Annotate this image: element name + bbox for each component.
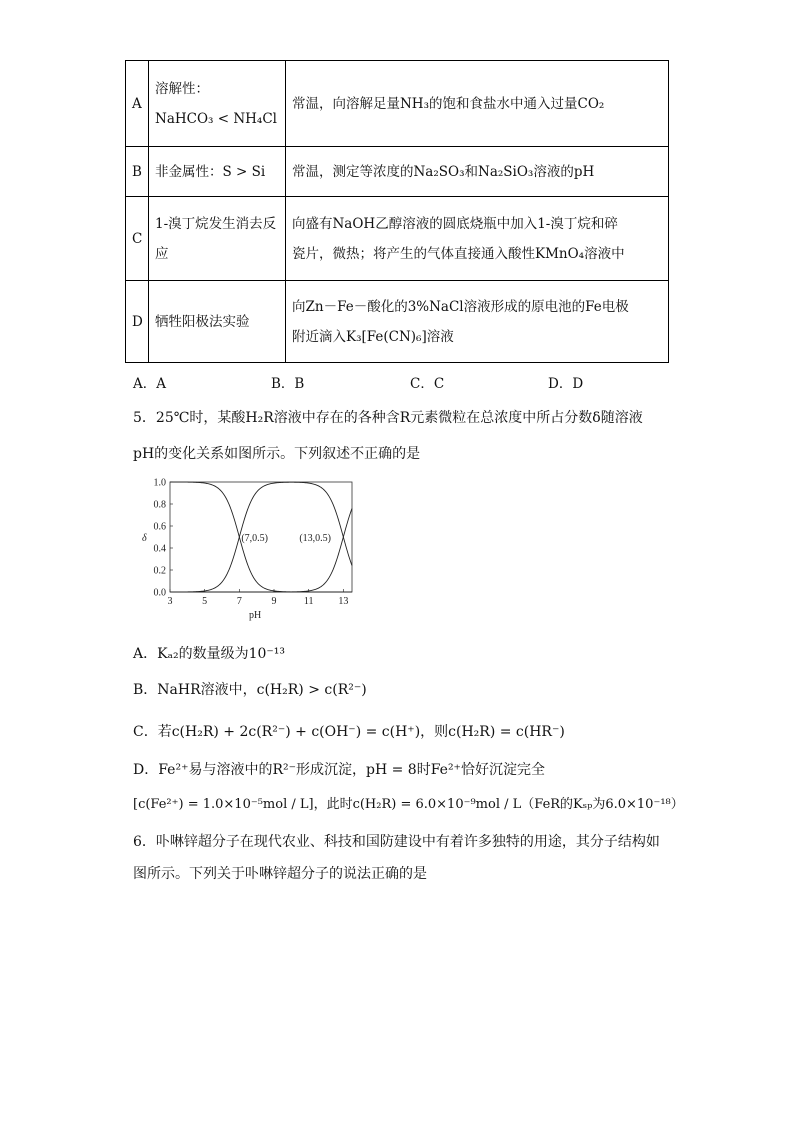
claim-text: 非金属性：S > Si: [155, 163, 266, 180]
q5-option-d-cont: [c(Fe²⁺) = 1.0×10⁻⁵mol / L]，此时c(H₂R) = 6.0×10⁻⁹mol / L（FeR的Kₛₚ为6.0×10⁻¹⁸）: [133, 797, 684, 812]
y-tick-label: 0.0: [153, 587, 166, 599]
x-tick-label: 3: [167, 596, 173, 607]
annotation-pka1: (7,0.5): [241, 533, 269, 544]
experiment-cell: [286, 281, 669, 363]
y-tick-label: 0.4: [153, 543, 166, 555]
y-tick-label: 0.2: [153, 565, 166, 577]
q5-stem-line2: pH的变化关系如图所示。下列叙述不正确的是: [133, 446, 421, 462]
q5-option-b[interactable]: B．NaHR溶液中，c(H₂R) > c(R²⁻): [133, 682, 367, 698]
distribution-chart: [136, 472, 366, 632]
claim-text: 应: [155, 245, 169, 262]
table-row: [126, 147, 669, 197]
table-row: [126, 61, 669, 147]
table-row: [126, 281, 669, 363]
row-label: B: [126, 147, 149, 197]
y-axis-label: δ: [142, 533, 147, 544]
claim-text: 1-溴丁烷发生消去反: [155, 215, 277, 232]
q5-option-d[interactable]: D．Fe²⁺易与溶液中的R²⁻形成沉淀，pH = 8时Fe²⁺恰好沉淀完全: [133, 762, 545, 778]
choice-c[interactable]: C．C: [410, 376, 445, 392]
x-tick-label: 7: [236, 596, 242, 607]
claim-text: 牺牲阳极法实验: [155, 313, 250, 330]
experiment-text: 常温，测定等浓度的Na₂SO₃和Na₂SiO₃溶液的pH: [292, 163, 595, 180]
claim-text: 溶解性：: [155, 80, 209, 97]
x-axis-label: pH: [249, 610, 262, 621]
q6-stem-line2: 图所示。下列关于卟啉锌超分子的说法正确的是: [133, 866, 427, 882]
x-tick-label: 11: [303, 596, 314, 607]
experiment-cell: [286, 147, 669, 197]
row-label: C: [126, 197, 149, 281]
y-tick-label: 0.6: [153, 521, 166, 533]
claim-cell: [149, 61, 286, 147]
claim-cell: [149, 147, 286, 197]
row-label: A: [126, 61, 149, 147]
y-tick-label: 1.0: [153, 477, 166, 489]
annotation-pka2: (13,0.5): [299, 533, 332, 544]
claim-cell: [149, 197, 286, 281]
x-tick-label: 13: [338, 596, 349, 607]
row-label: D: [126, 281, 149, 363]
x-tick-label: 9: [271, 596, 277, 607]
options-table: [125, 60, 669, 363]
table-row: [126, 197, 669, 281]
q6-stem-line1: 6．卟啉锌超分子在现代农业、科技和国防建设中有着许多独特的用途，其分子结构如: [133, 834, 660, 850]
experiment-text: 附近滴入K₃[Fe(CN)₆]溶液: [292, 328, 454, 345]
series-r2-line: [170, 508, 352, 592]
claim-text: NaHCO₃ < NH₄Cl: [155, 110, 277, 127]
experiment-text: 向Zn－Fe－酸化的3%NaCl溶液形成的原电池的Fe电极: [292, 298, 629, 315]
choice-b[interactable]: B．B: [271, 376, 305, 392]
y-tick-label: 0.8: [153, 499, 166, 511]
choice-a[interactable]: A．A: [133, 376, 166, 392]
q5-option-c[interactable]: C．若c(H₂R) + 2c(R²⁻) + c(OH⁻) = c(H⁺)，则c(H₂R) = c(HR⁻): [133, 724, 565, 740]
q5-stem-line1: 5．25℃时，某酸H₂R溶液中存在的各种含R元素微粒在总浓度中所占分数δ随溶液: [133, 410, 643, 426]
x-tick-label: 5: [202, 596, 208, 607]
experiment-text: 瓷片，微热；将产生的气体直接通入酸性KMnO₄溶液中: [292, 245, 625, 262]
experiment-text: 向盛有NaOH乙醇溶液的圆底烧瓶中加入1-溴丁烷和碎: [292, 215, 618, 232]
experiment-text: 常温，向溶解足量NH₃的饱和食盐水中通入过量CO₂: [292, 95, 605, 112]
experiment-cell: [286, 197, 669, 281]
choice-d[interactable]: D．D: [548, 376, 584, 392]
experiment-cell: [286, 61, 669, 147]
claim-cell: [149, 281, 286, 363]
q5-option-a[interactable]: A．Kₐ₂的数量级为10⁻¹³: [133, 646, 286, 662]
